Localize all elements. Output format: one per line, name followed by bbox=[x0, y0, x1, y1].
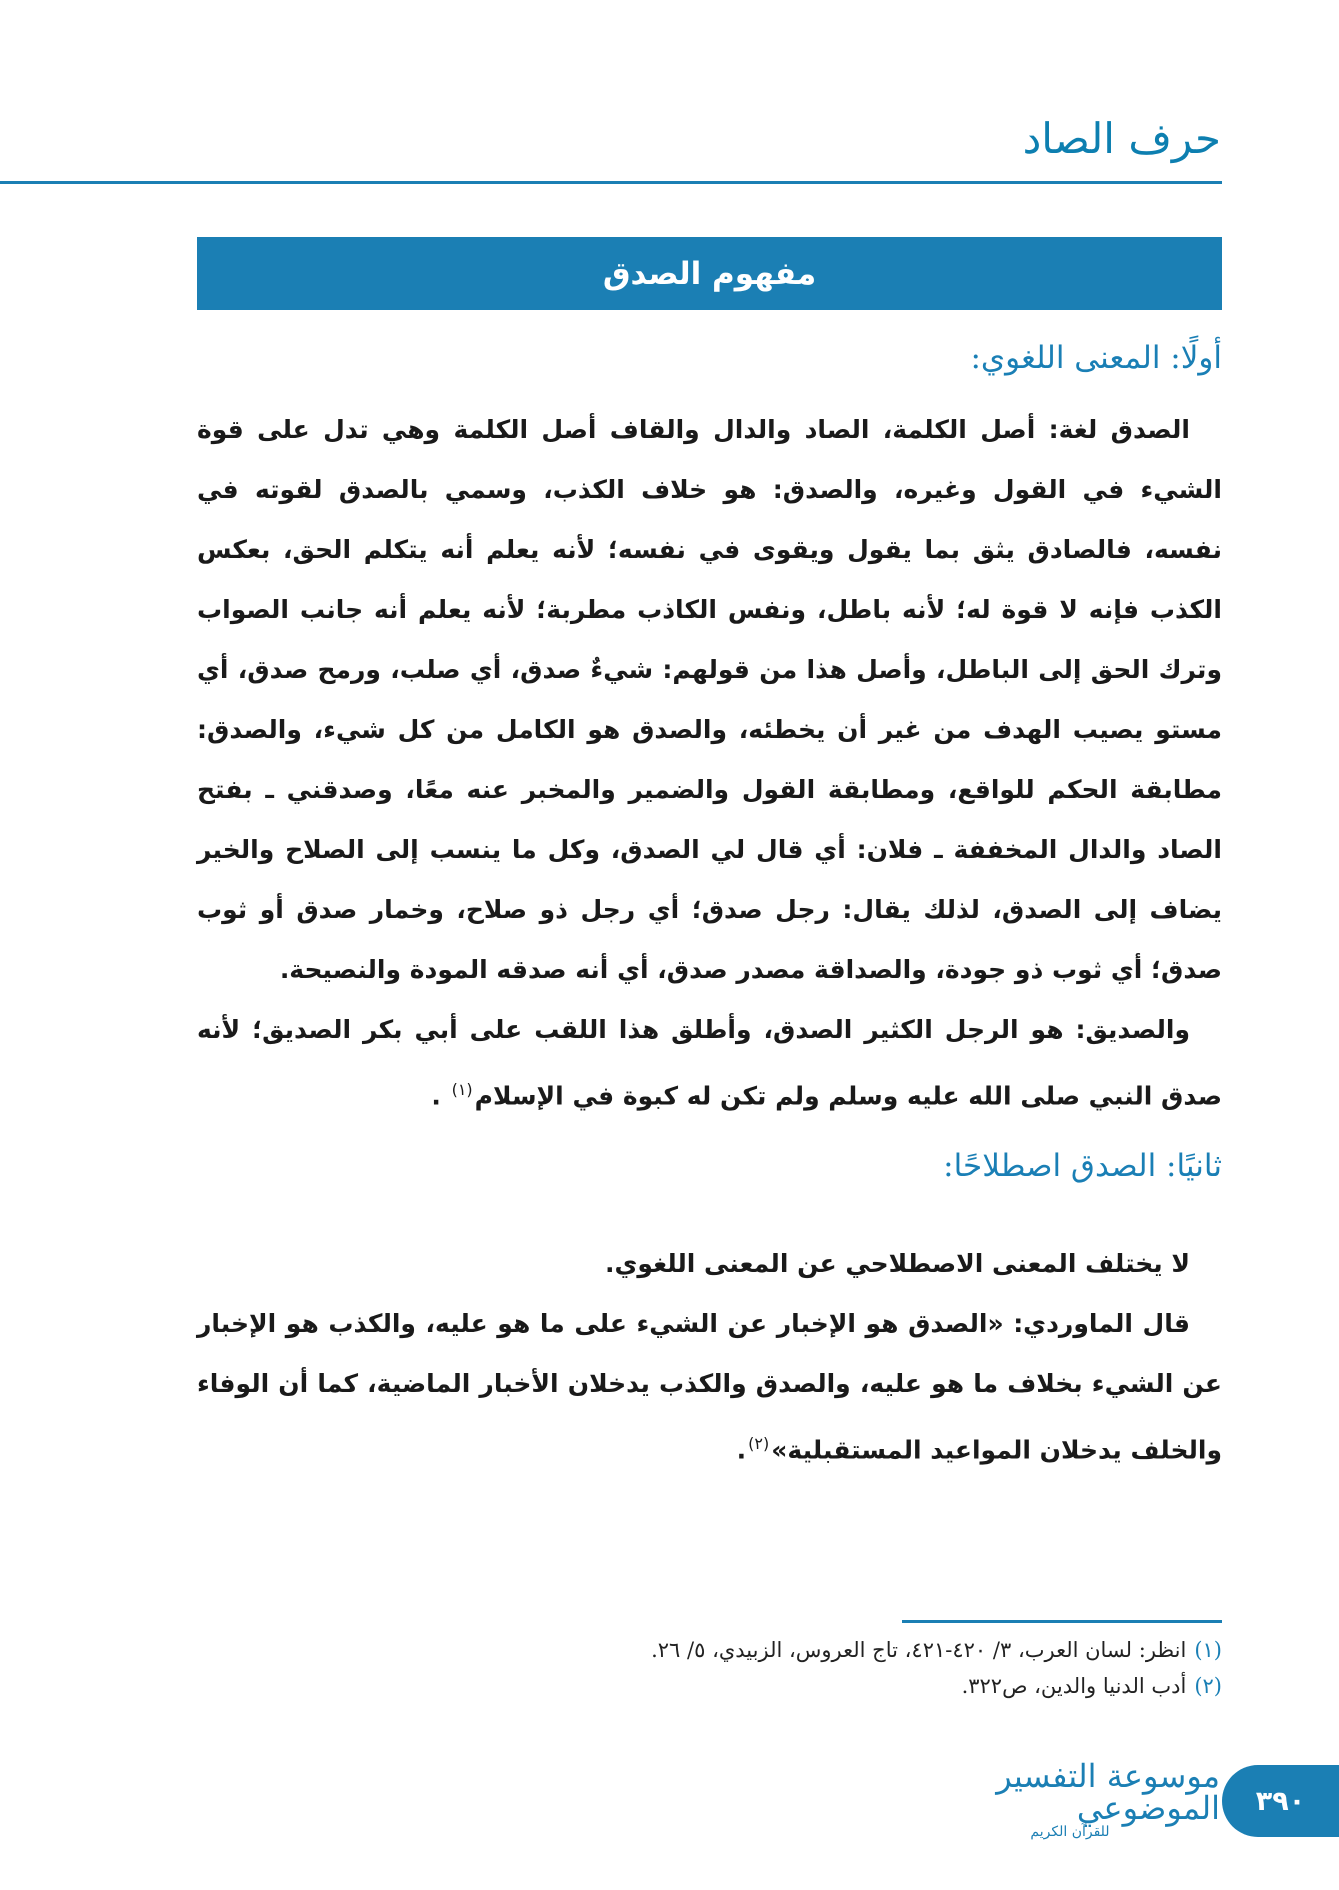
footnote-ref-2[interactable]: (٢) bbox=[748, 1434, 770, 1454]
paragraph-mawardi-quote bbox=[197, 1294, 1222, 1480]
paragraph-mawardi-end: . bbox=[736, 1435, 747, 1465]
footnote-1 bbox=[197, 1632, 1222, 1668]
encyclopedia-logo bbox=[920, 1755, 1220, 1845]
logo-title: موسوعة التفسير الموضوعي bbox=[996, 1756, 1220, 1827]
spacer bbox=[197, 1208, 1222, 1234]
paragraph-terminological: لا يختلف المعنى الاصطلاحي عن المعنى اللغوي. bbox=[605, 1249, 1190, 1279]
running-header: حرف الصاد bbox=[1022, 114, 1221, 163]
main-content bbox=[197, 340, 1222, 1481]
footnote-2 bbox=[197, 1668, 1222, 1704]
title-banner bbox=[197, 237, 1222, 310]
header-rule bbox=[0, 181, 1222, 184]
footnote-number: (٢) bbox=[1194, 1674, 1222, 1698]
footnote-text: أدب الدنيا والدين، ص٣٢٢. bbox=[961, 1674, 1187, 1698]
logo-subtitle: للقرآن الكريم bbox=[1030, 1823, 1110, 1840]
section-heading-terminological: ثانيًا: الصدق اصطلاحًا: bbox=[943, 1148, 1222, 1185]
page-number: ٣٩٠ bbox=[1255, 1785, 1306, 1817]
paragraph-siddiq-text: والصديق: هو الرجل الكثير الصدق، وأطلق هذا اللقب على أبي بكر الصديق؛ لأنه صدق النبي صلى الله عليه وسلم ولم تكن له كبوة في الإسلام bbox=[197, 1015, 1222, 1111]
paragraph-siddiq-end: . bbox=[431, 1081, 450, 1111]
section-heading-linguistic: أولًا: المعنى اللغوي: bbox=[970, 340, 1222, 376]
footnotes bbox=[197, 1632, 1222, 1704]
page-number-badge bbox=[1222, 1765, 1339, 1837]
footnote-number: (١) bbox=[1194, 1638, 1222, 1662]
paragraph-linguistic-meaning: الصدق لغة: أصل الكلمة، الصاد والدال والقاف أصل الكلمة وهي تدل على قوة الشيء في القول وغيره، والصدق: هو خلاف الكذب، وسمي بالصدق لقوته في نفسه، فالصادق يثق بما يقول ويقوى في نفسه؛ لأنه يعلم أنه يتكلم الحق، بعكس الكذب فإنه لا قوة له؛ لأنه باطل، ونفس الكاذب مطربة؛ لأنه يعلم أنه جانب الصواب وترك الحق إلى الباطل، وأصل هذا من قولهم: شيءٌ صدق، أي صلب، ورمح صدق، أي مستو يصيب الهدف من غير أن يخطئه، والصدق هو الكامل من كل شيء، والصدق: مطابقة الحكم للواقع، ومطابقة القول والضمير والمخبر عنه معًا، وصدقني ـ بفتح الصاد والدال المخففة ـ فلان: أي قال لي الصدق، وكل ما ينسب إلى الصلاح والخير يضاف إلى الصدق، لذلك يقال: رجل صدق؛ أي رجل ذو صلاح، وخمار صدق أو ثوب صدق؛ أي ثوب ذو جودة، والصداقة مصدر صدق، أي أنه صدقه المودة والنصيحة. bbox=[197, 415, 1222, 984]
footnote-ref-1[interactable]: (١) bbox=[451, 1080, 473, 1099]
footnote-text: انظر: لسان العرب، ٣/ ٤٢٠-٤٢١، تاج العروس، الزبيدي، ٥/ ٢٦. bbox=[651, 1638, 1187, 1662]
spacer bbox=[197, 1126, 1222, 1148]
footnote-rule bbox=[902, 1620, 1222, 1623]
paragraph-mawardi-text: قال الماوردي: «الصدق هو الإخبار عن الشيء على ما هو عليه، والكذب هو الإخبار عن الشيء بخلاف ما هو عليه، والصدق والكذب يدخلان الأخبار الماضية، كما أن الوفاء والخلف يدخلان المواعيد المستقبلية» bbox=[197, 1309, 1222, 1465]
paragraph-siddiq bbox=[197, 1000, 1222, 1126]
page-title: مفهوم الصدق bbox=[602, 255, 817, 292]
